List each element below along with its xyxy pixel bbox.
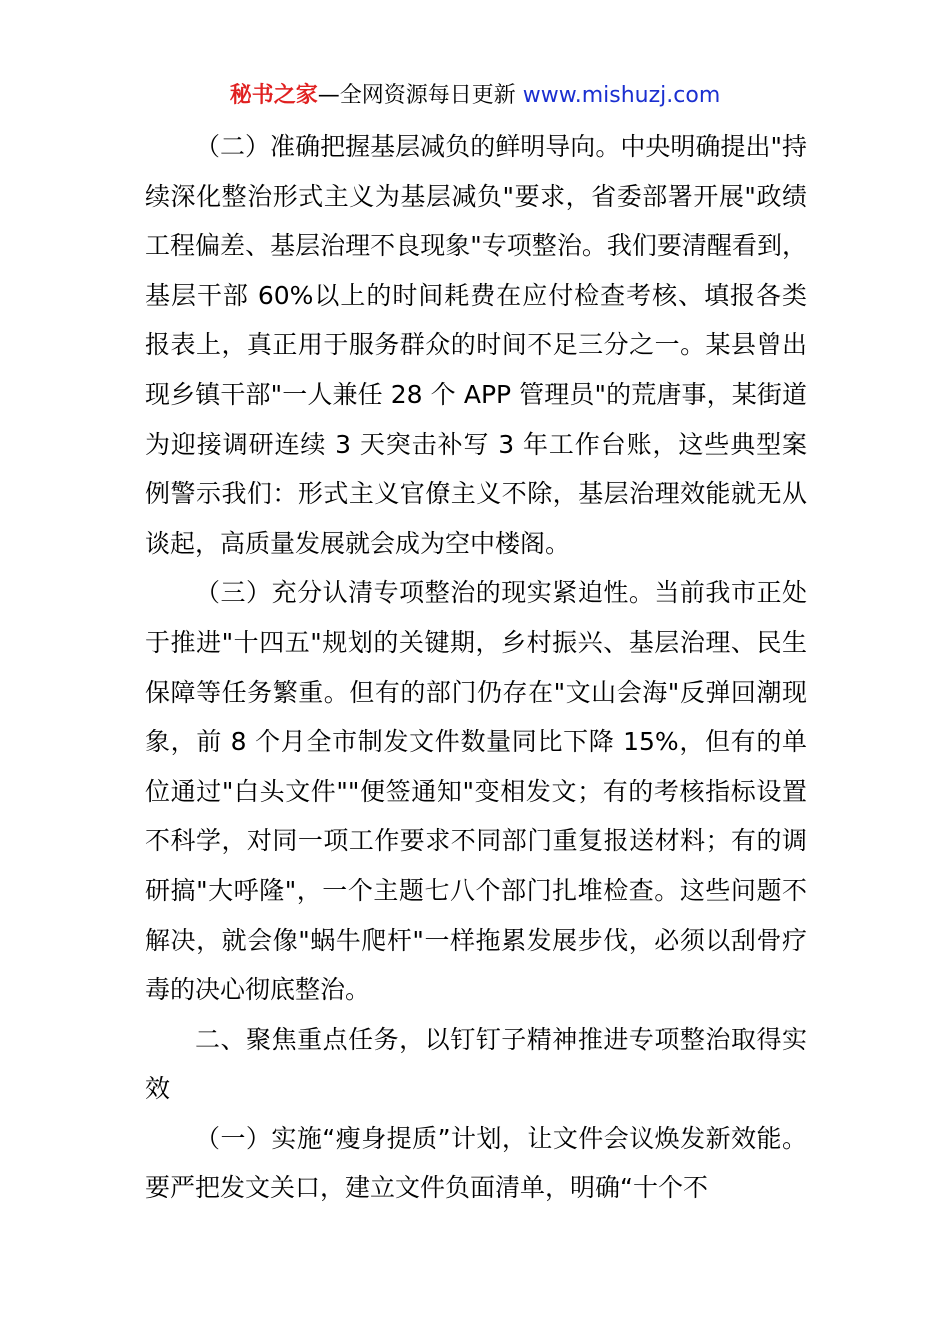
paragraph-section-2-3: （三）充分认清专项整治的现实紧迫性。当前我市正处于推进"十四五"规划的关键期，乡村振兴、基层治理、民生保障等任务繁重。但有的部门仍存在"文山会海"反弹回潮现象，前 8 个月全市制发文件数量同比下降 15%，但有的单位通过"白头文件""便签通知"变相发文；有的考核指标设置不科学，对同一项工作要求不同部门重复报送材料；有的调研搞"大呼隆"，一个主题七八个部门扎堆检查。这些问题不解决，就会像"蜗牛爬杆"一样拖累发展步伐，必须以刮骨疗毒的决心彻底整治。 — [145, 578, 807, 1005]
section-heading-2: 二、聚焦重点任务，以钉钉子精神推进专项整治取得实效 — [145, 1024, 807, 1104]
paragraph-section-2-2: （二）准确把握基层减负的鲜明导向。中央明确提出"持续深化整治形式主义为基层减负"要求，省委部署开展"政绩工程偏差、基层治理不良现象"专项整治。我们要清醒看到，基层干部 60%以上的时间耗费在应付检查考核、填报各类报表上，真正用于服务群众的时间不足三分之一。某县曾出现乡镇干部"一人兼任 28 个 APP 管理员"的荒唐事，某街道为迎接调研连续 3 天突击补写 3 年工作台账，这些典型案例警示我们：形式主义官僚主义不除，基层治理效能就无从谈起，高质量发展就会成为空中楼阁。 — [145, 132, 807, 558]
page-header — [0, 80, 950, 112]
paragraph-section-2-1-task: （一）实施“瘦身提质”计划，让文件会议焕发新效能。要严把发文关口，建立文件负面清单，明确“十个不 — [145, 1123, 807, 1203]
site-url: www.mishuzj.com — [522, 83, 721, 108]
document-body — [145, 122, 807, 1213]
header-tagline: —全网资源每日更新 — [317, 83, 523, 108]
brand-name: 秘书之家 — [229, 83, 318, 108]
